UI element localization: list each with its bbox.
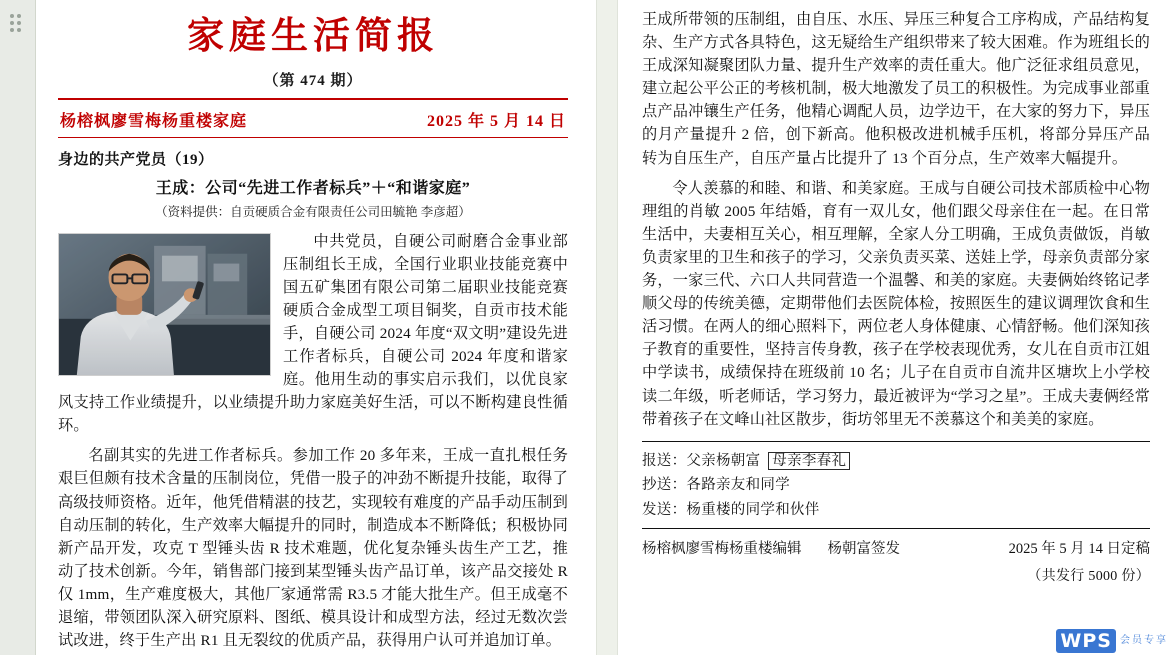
wps-badge: WPS xyxy=(1056,629,1116,653)
article-title: 王成：公司“先进工作者标兵”＋“和谐家庭” xyxy=(155,179,471,197)
article-photo xyxy=(58,233,271,376)
footer-distribute-boxed: 母亲李春礼 xyxy=(768,452,850,470)
column-divider xyxy=(596,0,618,655)
article-byline: （资料提供：自贡硬质合金有限责任公司田毓艳 李彦超） xyxy=(155,204,471,219)
column-right xyxy=(618,0,1172,655)
wps-watermark-sub: 会员专享 xyxy=(1120,634,1168,646)
masthead-meta-row xyxy=(58,106,568,134)
footer-send-label: 发送： xyxy=(642,501,687,518)
column-left xyxy=(36,0,596,655)
wps-watermark xyxy=(1056,629,1168,653)
paragraph: 名副其实的先进工作者标兵。参加工作 20 多年来，王成一直扎根任务艰巨但颇有技术含量的压制岗位，凭借一股子的冲劲不断提升技能，取得了高级技师资格。近年，他凭借精湛的技艺，实现较有难度的产品手动压制到自动压制的转化，生产效率大幅提升的同时，制造成本不断降低；积极协同新产品开发，攻克 T 型锤头齿 R 技术难题，优化复杂锤头齿生产工艺，推动了技术创新。今年，销售部门接到某型锤头齿产品订单，该产品交接处 R 仅 1mm，生产难度极大，其他厂家通常需 R3.5 才能大批生产。但王成毫不退缩，带领团队深入研究原料、图纸、模具设计和成型方法，经过无数次尝试改进，终于生产出 R1 且无裂纹的优质产品，获得用户认可并追加订单。 xyxy=(58,447,568,650)
paragraph: 令人羡慕的和睦、和谐、和美家庭。王成与自硬公司技术部质检中心物理组的肖敏 2005 年结婚，育有一双儿女，他们跟父母亲住在一起。在日常生活中，夫妻相互关心，相互理解，全家人分工明确，王成负责做饭，肖敏负责家里的卫生和孩子的学习，父亲负责买菜、送娃上学，母亲负责部分家务，一家三代、六口人共同营造一个温馨、和美的家庭。夫妻俩始终铭记孝顺父母的传统美德，定期带他们去医院体检，按照医生的建议调理饮食和生活习惯。在两人的细心照料下，两位老人身体健康、心情舒畅。他们深知孩子教育的重要性，坚持言传身教，孩子在学校表现优秀，女儿在自贡市江姐中学读书，成绩保持在班级前 10 名；儿子在自贡市自流井区塘坎上小学校读二年级，听老师话，学习努力，最近被评为“学习之星”。王成夫妻俩经常带着孩子在文峰山社区散步，街坊邻里无不羡慕这个和美美的家庭。 xyxy=(642,179,1150,428)
footer-copy-label: 抄送： xyxy=(642,477,687,494)
footer-send-value: 杨重楼的同学和伙伴 xyxy=(686,501,820,518)
masthead-rule-thin xyxy=(58,137,568,138)
footer-signature-row xyxy=(642,535,1150,558)
section-label: 身边的共产党员（19） xyxy=(58,151,214,168)
newsletter-document xyxy=(36,0,1172,655)
left-gutter-strip xyxy=(0,0,36,655)
footer-copy-row xyxy=(642,473,1150,498)
masthead-rule-thick xyxy=(58,98,568,100)
footer-signer: 杨朝富签发 xyxy=(827,540,900,557)
footer-distribute-row xyxy=(642,449,1150,474)
footer-rule-top xyxy=(642,441,1150,442)
footer-print-count: （共发行 5000 份） xyxy=(1027,568,1150,584)
masthead-issue: （第 474 期） xyxy=(263,72,363,89)
footer-distribute-label: 报送： xyxy=(642,452,687,469)
footer-distribute-value: 父亲杨朝富 xyxy=(686,452,761,469)
drag-dots-icon[interactable] xyxy=(10,14,24,32)
photo-illustration xyxy=(59,234,270,375)
footer-editor: 杨榕枫廖雪梅杨重楼编辑 xyxy=(642,540,802,557)
masthead-title: 家庭生活简报 xyxy=(187,13,439,57)
footer-send-row xyxy=(642,498,1150,523)
footer-copy-value: 各路亲友和同学 xyxy=(686,477,791,494)
paragraph: 中共党员，自硬公司耐磨合金事业部压制组长王成，全国行业职业技能竞赛中国五矿集团有限公司第二届职业技能竞赛硬质合金成型工项目铜奖，自贡市技术能手，自硬公司 2024 年度“双文明”建设先进工作者标兵，自硬公司 2024 年度和谐家庭。他用生动的事实启示我们，以优良家风支持工作业绩提升，以业绩提升助力家庭美好生活，可以不断构建良性循环。 xyxy=(58,232,568,435)
paragraph: 王成所带领的压制组，由自压、水压、异压三种复合工序构成，产品结构复杂、生产方式各具特色，这无疑给生产组织带来了较大困难。作为班组长的王成深知凝聚团队力量、提升生产效率的责任重大。他广泛征求组员意见，建立起公平公正的考核机制，极大地激发了员工的积极性。为完成事业部重点产品冲镶生产任务，他精心调配人员，边学边干，在大家的努力下，异压的月产量提升 2 倍，创下新高。他积极改进机械手压机，将部分异压产品转为自压生产，自压产量占比提升了 13 个百分点，生产效率大幅提升。 xyxy=(642,11,1150,167)
footer-rule-bottom xyxy=(642,528,1150,529)
footer-block xyxy=(642,441,1150,585)
footer-final-date: 2025 年 5 月 14 日定稿 xyxy=(1008,540,1150,557)
masthead-org: 杨榕枫廖雪梅杨重楼家庭 xyxy=(60,112,248,130)
masthead-date: 2025 年 5 月 14 日 xyxy=(426,112,566,130)
